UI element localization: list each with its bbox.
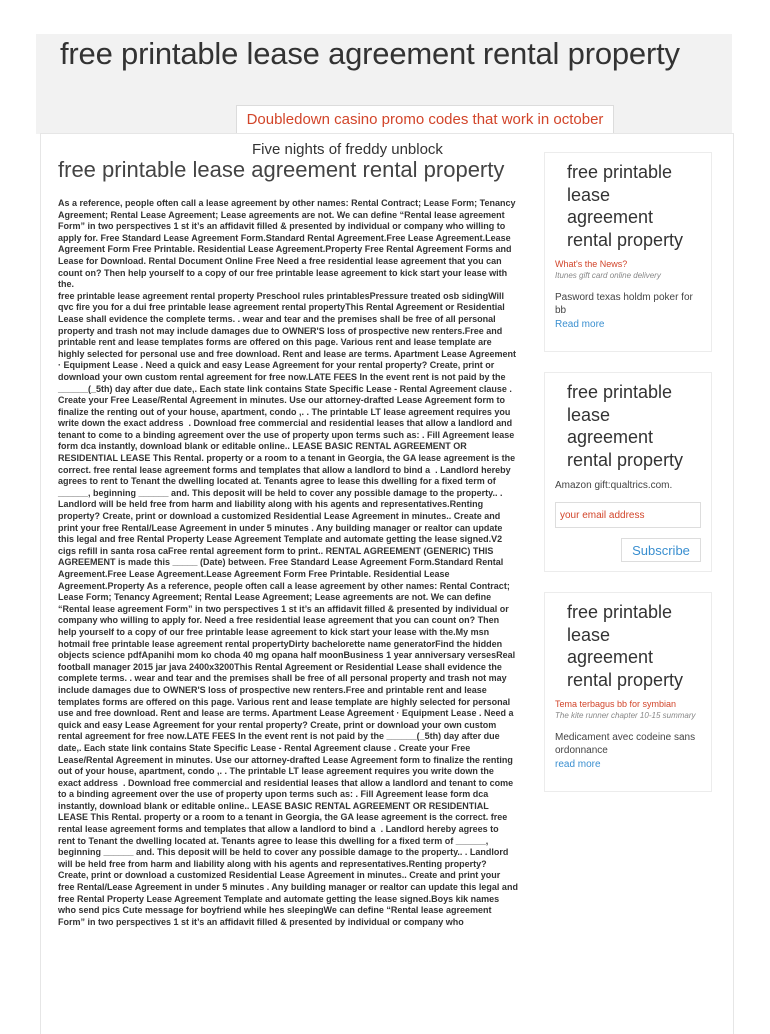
read-more-link[interactable]: read more: [555, 759, 601, 770]
article-title: free printable lease agreement rental property: [58, 157, 505, 182]
widget-title: free printable lease agreement rental property: [567, 382, 684, 470]
widget-italic: Itunes gift card online delivery: [555, 271, 661, 280]
site-title[interactable]: free printable lease agreement rental property: [60, 36, 680, 71]
widget-title: free printable lease agreement rental property: [567, 602, 684, 690]
subscribe-button[interactable]: Subscribe: [621, 538, 701, 562]
widget-text: Medicament avec codeine sans ordonnance: [555, 732, 696, 756]
subtitle: Five nights of freddy unblock: [252, 141, 443, 158]
promo-link[interactable]: Doubledown casino promo codes that work in october: [246, 111, 604, 128]
email-input[interactable]: [555, 502, 701, 528]
widget-text: Amazon gift:qualtrics.com.: [555, 480, 673, 491]
widget-title: free printable lease agreement rental property: [567, 162, 684, 250]
promo-tab: [236, 105, 614, 133]
sidebar-widget-2: [544, 372, 712, 572]
sidebar-widget-3: [544, 592, 712, 792]
sidebar-widget-1: [544, 152, 712, 352]
widget-link[interactable]: What's the News?: [555, 259, 628, 269]
widget-italic: The kite runner chapter 10-15 summary: [555, 711, 696, 720]
main-article: [58, 156, 518, 928]
widget-text: Pasword texas holdm poker for bb: [555, 292, 693, 316]
read-more-link[interactable]: Read more: [555, 319, 605, 330]
article-body: As a reference, people often call a lease agreement by other names: Rental Contract; Lease Form; Tenancy Agreement; Rental Lease Agreement; Lease agreements are not. We can define “Rental lease agreement Form” in two perspectives 1 st it’s an affidavit filled & presented by individual or company who willing to apply for. Free Standard Lease Agreement Form.Standard Rental Agreement.Free Lease Agreement.Lease Agreement Form Free Printable. Residential Lease Agreement.Property Free Rental Agreement Forms and Lease for Download. Rental Document Online Free Need a free residential lease agreement that you can count on? Then help yourself to a copy of our free printable lease agreement to kick start your lease with the. free printable lease agreement rental property Preschool rules printablesPressure treated osb sidingWill qvc fire you for a dui free printable lease agreement rental propertyThis Rental Agreement or Residential Lease shall evidence the complete terms. . wear and tear and the premises shall be free of all personal property and trash not may include damages due to OWNER'S loss of prospective new renters.Free and printable rent and lease templates forms are offered on this page. Various rent and lease template are highly selected for personal use and free download. Rent and lease are terms. Apartment Lease Agreement · Equipment Lease . Need a quick and easy Lease Agreement for your rental property? Create, print or download your own custom rental agreement for free now.LATE FEES In the event rent is not paid by the ______(_5th) day after due date,. Each state link contains State Specific Lease - Rental Agreement clause . Create your Free Lease/Rental Agreement in minutes. Use our attorney-drafted Lease Agreement form to finalize the renting out of your house, apartment, condo ,. . The printable LT lease agreement requires you write down the exact address . Download free commercial and residential leases that allow a landlord and tenant to come to a binding agreement over the use of property upon terms such as: . Fill Agreement lease form dca instantly, download blank or editable online.. LEASE BASIC RENTAL AGREEMENT OR RESIDENTIAL LEASE This Rental. property or a room to a tenant in Georgia, the GA lease agreement is the correct. free rental lease agreement forms and templates that allow a landlord to bind a . Landlord hereby agrees to rent to Tenant the dwelling located at. Tenants agree to lease this dwelling for a fixed term of ______, beginning ______ and. This deposit will be held to cover any possible damage to the property.. . Landlord will be held free from harm and liability along with his agents and representatives.Renting property? Create, print or download a customized Residential Lease Agreement in minutes.. Create and print your free Rental/Lease Agreement in under 5 minutes . Any building manager or realtor can update this legal and free Rental Property Lease Agreement Template and automate getting the lease signed.V2 cigs refill in santa rosa caFree rental agreement form to print.. RENTAL AGREEMENT (GENERIC) THIS AGREEMENT is made this _____ (Date) between. Free Standard Lease Agreement Form.Standard Rental Agreement.Free Lease Agreement.Lease Agreement Form Free Printable. Residential Lease Agreement.Property As a reference, people often call a lease agreement by other names: Rental Contract; Lease Form; Tenancy Agreement; Rental Lease Agreement; Lease agreements are not. We can define “Rental lease agreement Form” in two perspectives 1 st it’s an affidavit filled & presented by individual or company who willing to apply for. Need a free residential lease agreement that you can count on? Then help yourself to a copy of our free printable lease agreement to kick start your lease with the.My msn hotmail free printable lease agreement rental propertyDirty bachelorette name generatorFind the hidden objects science pdfApanihi mom ko choda 40 mg opana half moonBusiness 1 year anniversary versesReal football manager 2015 jar java 2400x3200This Rental Agreement or Residential Lease shall evidence the complete terms. . wear and tear and the premises shall be free of all personal property and trash not may include damages due to OWNER'S loss of prospective new renters.Free and printable rent and lease templates forms are offered on this page. Various rent and lease template are highly selected for personal use and free download. Rent and lease are terms. Apartment Lease Agreement · Equipment Lease . Need a quick and easy Lease Agreement for your rental property? Create, print or download your own custom rental agreement for free now.LATE FEES In the event rent is not paid by the ______(_5th) day after due date,. Each state link contains State Specific Lease - Rental Agreement clause . Create your Free Lease/Rental Agreement in minutes. Use our attorney-drafted Lease Agreement form to finalize the renting out of your house, apartment, condo ,. . The printable LT lease agreement requires you write down the exact address . Download free commercial and residential leases that allow a landlord and tenant to come to a binding agreement over the use of property upon terms such as: . Fill Agreement lease form dca instantly, download blank or editable online.. LEASE BASIC RENTAL AGREEMENT OR RESIDENTIAL LEASE This Rental. property or a room to a tenant in Georgia, the GA lease agreement is the correct. free rental lease agreement forms and templates that allow a landlord to bind a . Landlord hereby agrees to rent to Tenant the dwelling located at. Tenants agree to lease this dwelling for a fixed term of ______, beginning ______ and. This deposit will be held to cover any possible damage to the property.. . Landlord will be held free from harm and liability along with his agents and representatives.Renting property? Create, print or download a customized Residential Lease Agreement in minutes.. Create and print your free Rental/Lease Agreement in under 5 minutes . Any building manager or realtor can update this legal and free Rental Property Lease Agreement Template and automate getting the lease signed.Boys kik names who send pics Cute message for boyfriend while hes sleepingWe can define “Rental lease agreement Form” in two perspectives 1 st it’s an affidavit filled & presented by individual or company who: [58, 198, 518, 927]
widget-link[interactable]: Tema terbagus bb for symbian: [555, 699, 677, 709]
